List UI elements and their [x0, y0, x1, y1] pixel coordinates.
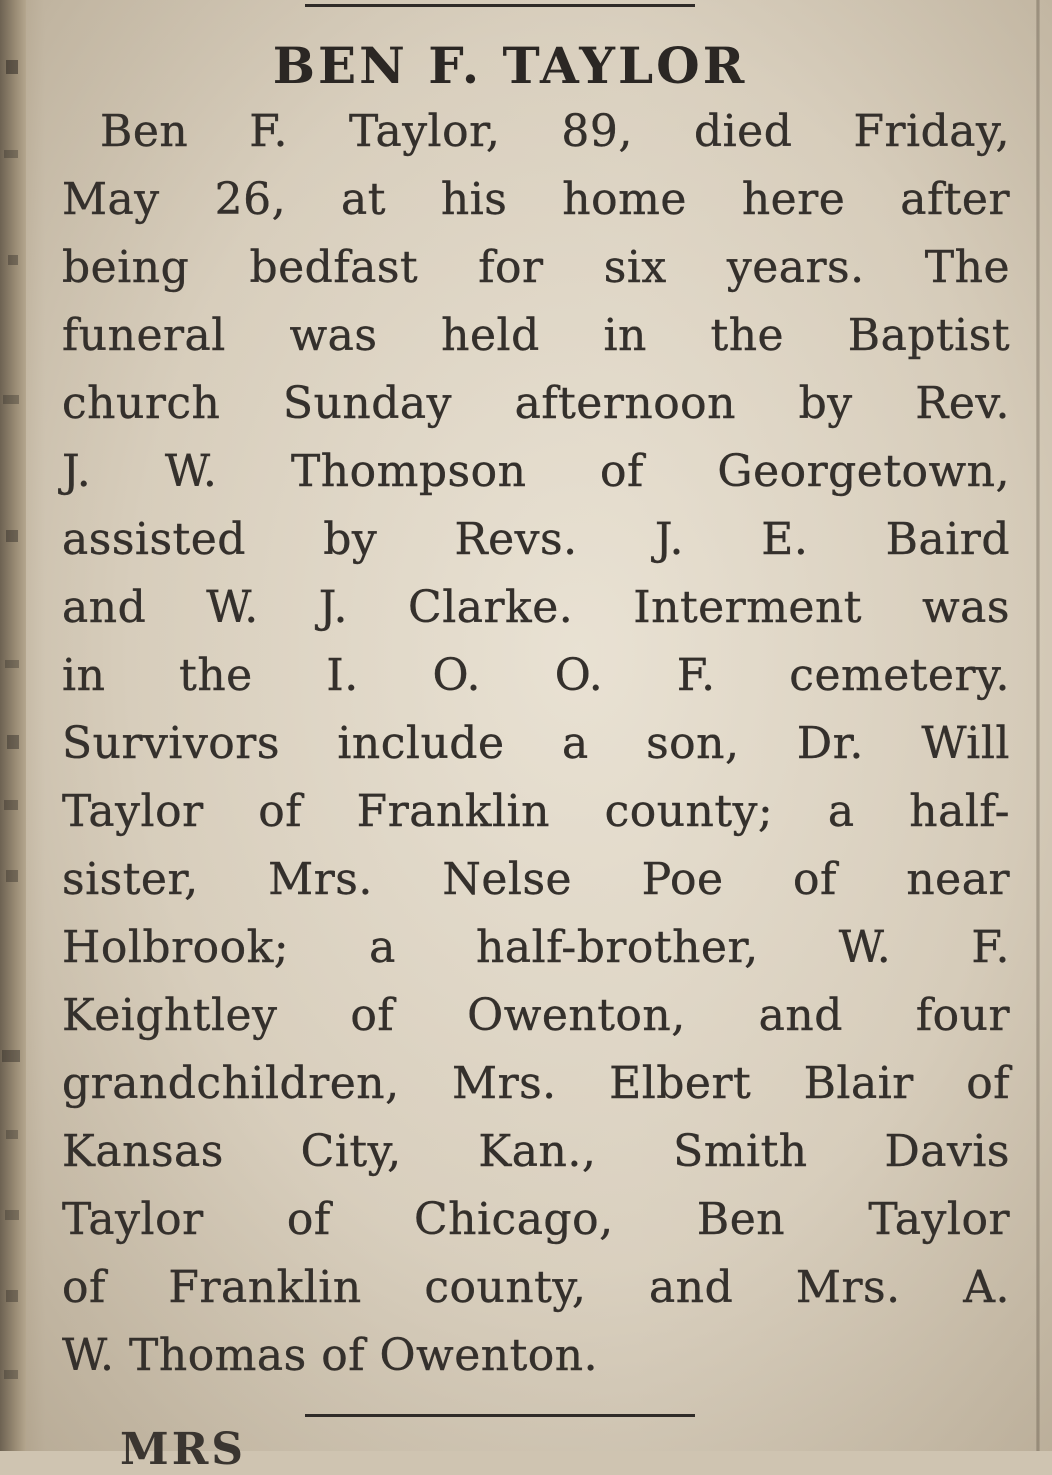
article-line: grandchildren, Mrs. Elbert Blair of: [62, 1058, 1010, 1109]
article-line: in the I. O. O. F. cemetery.: [62, 650, 1010, 701]
article-line: church Sunday afternoon by Rev.: [62, 378, 1010, 429]
article-line: W. Thomas of Owenton.: [62, 1330, 599, 1381]
article-line: of Franklin county, and Mrs. A.: [62, 1262, 1010, 1313]
article-body: [62, 98, 1010, 1390]
article-line: and W. J. Clarke. Interment was: [62, 582, 1010, 633]
article-line: Keightley of Owenton, and four: [62, 990, 1010, 1041]
article-line: Taylor of Franklin county; a half-: [62, 786, 1010, 837]
article-line: Kansas City, Kan., Smith Davis: [62, 1126, 1010, 1177]
top-column-rule: [305, 4, 695, 7]
article-line: May 26, at his home here after: [62, 174, 1010, 225]
adjacent-column-fragments: [0, 0, 26, 1451]
article-line: J. W. Thompson of Georgetown,: [62, 446, 1010, 497]
article-line: Survivors include a son, Dr. Will: [62, 718, 1010, 769]
article-line: Holbrook; a half-brother, W. F.: [62, 922, 1010, 973]
paper-fold-line: [1036, 0, 1040, 1451]
article-line: funeral was held in the Baptist: [62, 310, 1010, 361]
bottom-column-rule: [305, 1414, 695, 1417]
article-line: assisted by Revs. J. E. Baird: [62, 514, 1010, 565]
article-line: being bedfast for six years. The: [62, 242, 1010, 293]
article-line: Taylor of Chicago, Ben Taylor: [62, 1194, 1010, 1245]
article-headline: BEN F. TAYLOR: [272, 36, 748, 95]
article-line: Ben F. Taylor, 89, died Friday,: [100, 106, 1010, 157]
next-article-headline-fragment: MRS: [120, 1424, 247, 1475]
article-line: sister, Mrs. Nelse Poe of near: [62, 854, 1010, 905]
